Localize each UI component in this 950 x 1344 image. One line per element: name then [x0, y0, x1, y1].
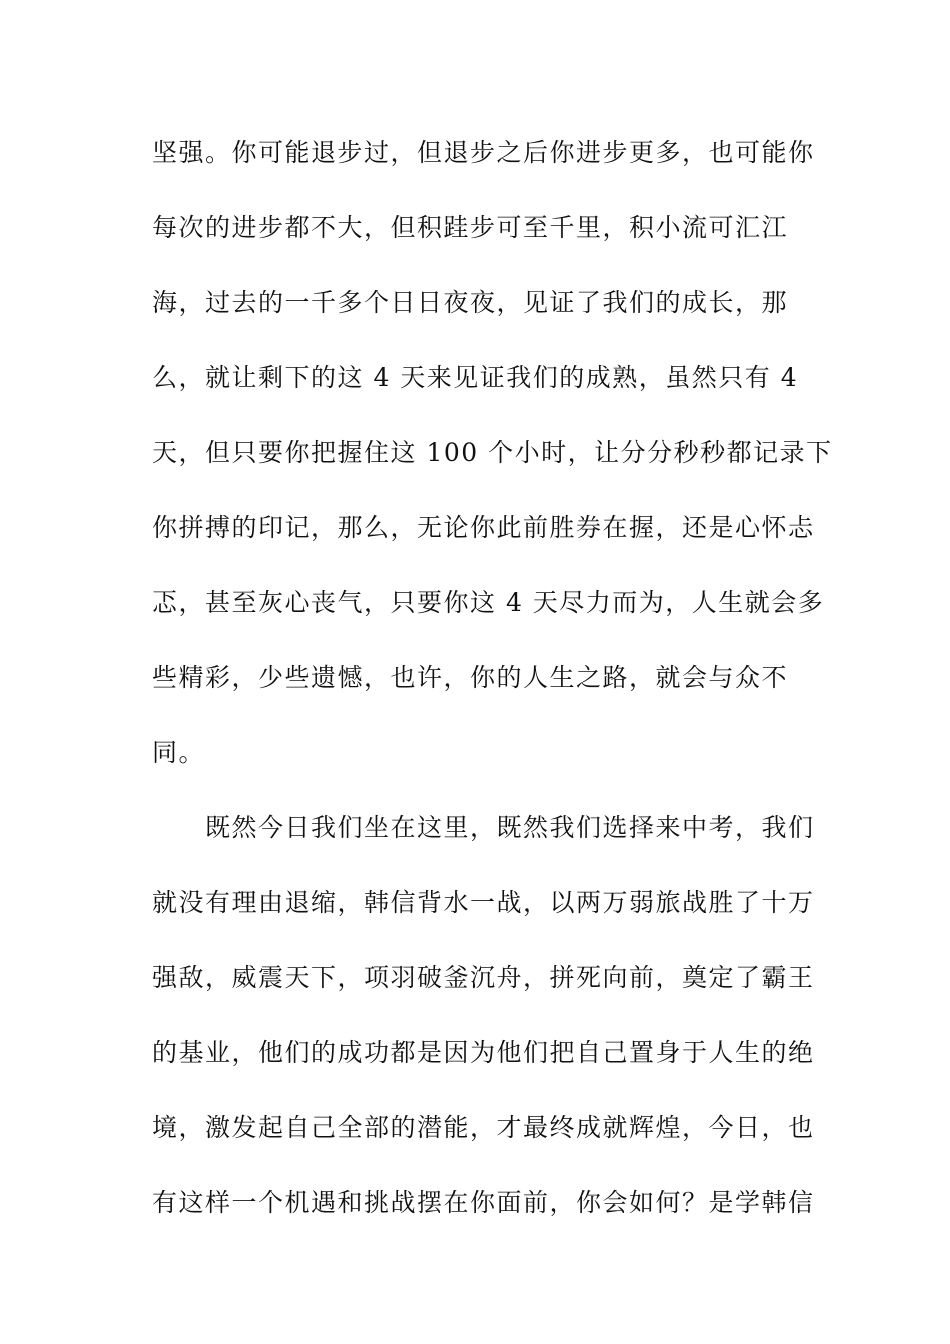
- paragraph-1: [152, 115, 833, 790]
- text-line: 坚强。你可能退步过，但退步之后你进步更多，也可能你: [152, 138, 815, 167]
- text-line: 你拼搏的印记，那么，无论你此前胜券在握，还是心怀忐: [152, 513, 815, 542]
- text-line: 既然今日我们坐在这里，既然我们选择来中考，我们: [152, 813, 815, 842]
- text-line: 境，激发起自己全部的潜能，才最终成就辉煌，今日，也: [152, 1113, 815, 1142]
- text-line: 有这样一个机遇和挑战摆在你面前，你会如何？是学韩信: [152, 1188, 815, 1217]
- text-line: 强敌，威震天下，项羽破釜沉舟，拼死向前，奠定了霸王: [152, 963, 815, 992]
- text-line: 每次的进步都不大，但积跬步可至千里，积小流可汇江: [152, 213, 789, 242]
- text-line: 的基业，他们的成功都是因为他们把自己置身于人生的绝: [152, 1038, 815, 1067]
- text-line: 么，就让剩下的这 4 天来见证我们的成熟，虽然只有 4: [152, 363, 799, 392]
- text-line: 就没有理由退缩，韩信背水一战，以两万弱旅战胜了十万: [152, 888, 815, 917]
- paragraph-2: [152, 790, 815, 1240]
- text-line: 些精彩，少些遗憾，也许，你的人生之路，就会与众不: [152, 663, 789, 692]
- text-line: 同。: [152, 738, 206, 767]
- text-line: 天，但只要你把握住这 100 个小时，让分分秒秒都记录下: [152, 438, 833, 467]
- text-line: 海，过去的一千多个日日夜夜，见证了我们的成长，那: [152, 288, 789, 317]
- text-line: 忑，甚至灰心丧气，只要你这 4 天尽力而为，人生就会多: [152, 588, 825, 617]
